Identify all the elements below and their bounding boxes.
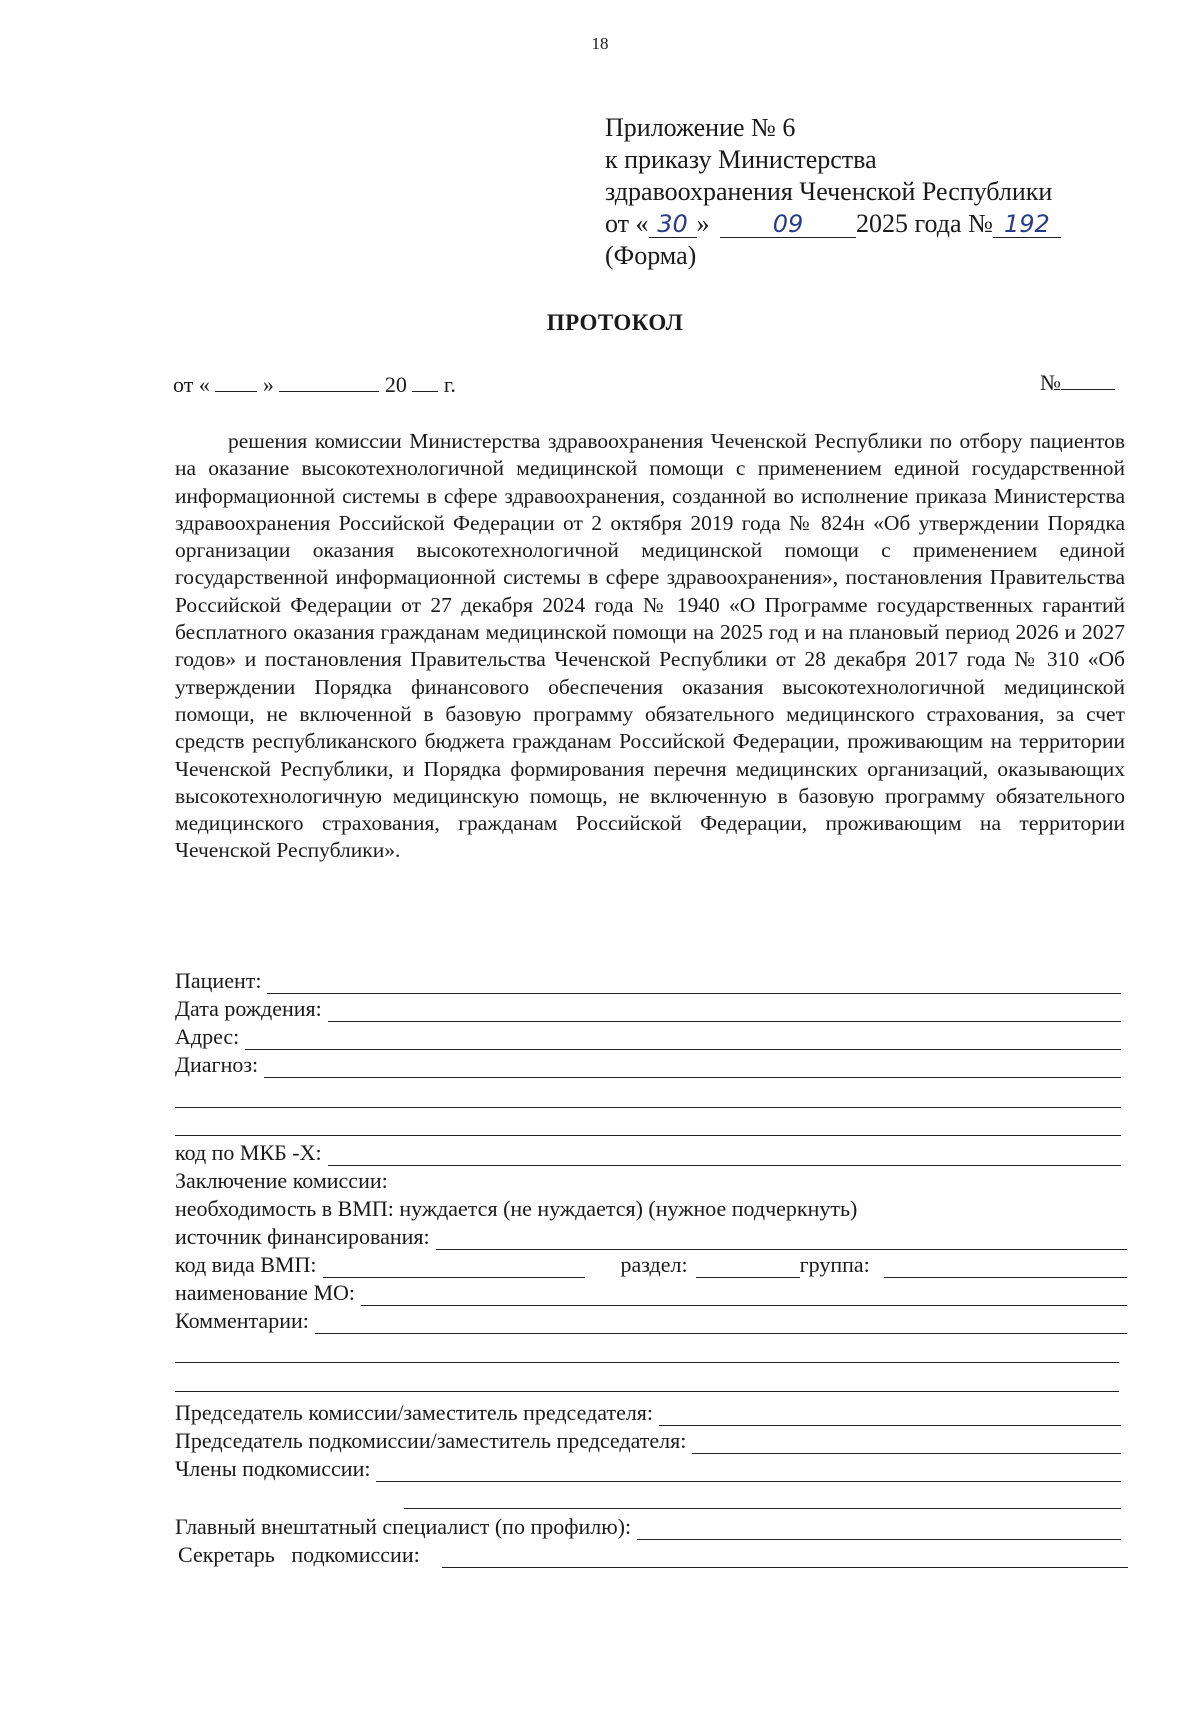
birth-date-field: [175, 996, 1121, 1022]
vmp-type-code-line[interactable]: [323, 1257, 585, 1278]
protocol-body-paragraph: решения комиссии Министерства здравоохранения Чеченской Республики по отбору пациентов на оказание высокотехнологичной медицинской помощи с применением единой государственной информационной системы в сфере здравоохранения, созданной во исполнение приказа Министерства здравоохранения Российской Федерации от 2 октября 2019 года № 824н «Об утверждении Порядка организации оказания высокотехнологичной медицинской помощи с применением единой государственной информационной системы в сфере здравоохранения», постановления Правительства Российской Федерации от 27 декабря 2024 года № 1940 «О Программе государственных гарантий бесплатного оказания гражданам медицинской помощи на 2025 год и на плановый период 2026 и 2027 годов» и постановления Правительства Чеченской Республики от 28 декабря 2017 года № 310 «Об утверждении Порядка финансового обеспечения оказания высокотехнологичной медицинской помощи, не включенной в базовую программу обязательного медицинского страхования, за счет средств республиканского бюджета гражданам Российской Федерации, проживающим на территории Чеченской Республики, и Порядка формирования перечня медицинских организаций, оказывающих высокотехнологичную медицинскую помощь, не включенную в базовую программу обязательного медицинского страхования, гражданам Российской Федерации, проживающим на территории Чеченской Республики».: [175, 429, 1125, 863]
mo-name-label: наименование МО:: [175, 1280, 356, 1305]
patient-field: [175, 968, 1121, 994]
birth-date-label: Дата рождения:: [175, 996, 322, 1021]
funding-source-label: источник финансирования:: [175, 1224, 430, 1249]
chief-specialist-field: [175, 1514, 1121, 1540]
page-number: 18: [591, 34, 609, 53]
funding-source-line[interactable]: [436, 1229, 1127, 1250]
protocol-number-label: №: [1040, 370, 1061, 395]
vmp-need-text: необходимость в ВМП: нуждается (не нуждается) (нужное подчеркнуть): [175, 1196, 858, 1221]
diagnosis-line[interactable]: [264, 1057, 1121, 1078]
subcommission-chair-field: [175, 1428, 1121, 1454]
appendix-day-suffix: »: [696, 209, 710, 238]
appendix-date-prefix: от «: [605, 209, 649, 238]
appendix-line-1: Приложение № 6: [605, 113, 796, 142]
comments-field: [175, 1308, 1127, 1334]
icd-code-label: код по МКБ -Х:: [175, 1140, 322, 1165]
appendix-order-number-handwritten: 192: [993, 211, 1061, 238]
protocol-body: [175, 428, 1125, 865]
protocol-month-blank: [279, 373, 379, 392]
subcommission-members-extra-line[interactable]: [404, 1508, 1121, 1509]
commission-chair-field: [175, 1400, 1121, 1426]
section-line[interactable]: [696, 1257, 800, 1278]
comments-label: Комментарии:: [175, 1308, 309, 1333]
vmp-type-code-label: код вида ВМП:: [175, 1252, 317, 1277]
appendix-day-handwritten: 30: [649, 211, 697, 238]
protocol-date-suffix: г.: [443, 372, 456, 397]
protocol-date-line: [173, 372, 456, 398]
address-line[interactable]: [245, 1029, 1121, 1050]
diagnosis-extra-line-2[interactable]: [175, 1135, 1121, 1136]
mo-name-line[interactable]: [361, 1285, 1127, 1306]
comments-line[interactable]: [315, 1313, 1127, 1334]
diagnosis-extra-line-1[interactable]: [175, 1107, 1121, 1108]
appendix-year-text: 2025 года №: [856, 209, 993, 238]
mo-name-field: [175, 1280, 1127, 1306]
commission-conclusion-label: Заключение комиссии:: [175, 1168, 388, 1193]
icd-code-field: [175, 1140, 1121, 1166]
secretary-field: [178, 1542, 1128, 1568]
document-title: ПРОТОКОЛ: [546, 310, 684, 335]
section-label: раздел:: [620, 1252, 688, 1277]
address-field: [175, 1024, 1121, 1050]
icd-code-line[interactable]: [328, 1145, 1121, 1166]
commission-chair-line[interactable]: [659, 1405, 1121, 1426]
birth-date-line[interactable]: [328, 1001, 1121, 1022]
patient-line[interactable]: [267, 973, 1121, 994]
subcommission-members-line[interactable]: [376, 1461, 1121, 1482]
diagnosis-field: [175, 1052, 1121, 1078]
funding-source-field: [175, 1224, 1127, 1250]
protocol-number-line: [1040, 370, 1115, 396]
chief-specialist-label: Главный внештатный специалист (по профилю):: [175, 1514, 632, 1539]
commission-chair-label: Председатель комиссии/заместитель председателя:: [175, 1400, 654, 1425]
protocol-year-blank: [412, 373, 438, 392]
address-label: Адрес:: [175, 1024, 240, 1049]
appendix-header: [605, 112, 1061, 272]
group-line[interactable]: [884, 1257, 1127, 1278]
secretary-label: Секретарь подкомиссии:: [178, 1542, 420, 1567]
secretary-line[interactable]: [442, 1547, 1128, 1568]
appendix-line-2: к приказу Министерства: [605, 145, 877, 174]
vmp-code-row: [175, 1252, 1127, 1278]
appendix-date-line: [605, 208, 1061, 240]
comments-extra-line-2[interactable]: [175, 1391, 1119, 1392]
subcommission-members-field: [175, 1456, 1121, 1482]
subcommission-members-label: Члены подкомиссии:: [175, 1456, 371, 1481]
appendix-month-handwritten: 09: [720, 211, 856, 238]
appendix-form-label: (Форма): [605, 241, 697, 270]
protocol-day-blank: [215, 373, 257, 392]
protocol-number-blank: [1061, 371, 1115, 390]
protocol-year-prefix: 20: [384, 372, 407, 397]
group-label: группа:: [799, 1252, 870, 1277]
comments-extra-line-1[interactable]: [175, 1362, 1119, 1363]
protocol-date-prefix: от «: [173, 372, 210, 397]
appendix-line-3: здравоохранения Чеченской Республики: [605, 177, 1053, 206]
diagnosis-label: Диагноз:: [175, 1052, 259, 1077]
chief-specialist-line[interactable]: [637, 1519, 1121, 1540]
subcommission-chair-line[interactable]: [692, 1433, 1121, 1454]
subcommission-chair-label: Председатель подкомиссии/заместитель председателя:: [175, 1428, 687, 1453]
protocol-date-mid: »: [262, 372, 274, 397]
patient-label: Пациент:: [175, 968, 262, 993]
